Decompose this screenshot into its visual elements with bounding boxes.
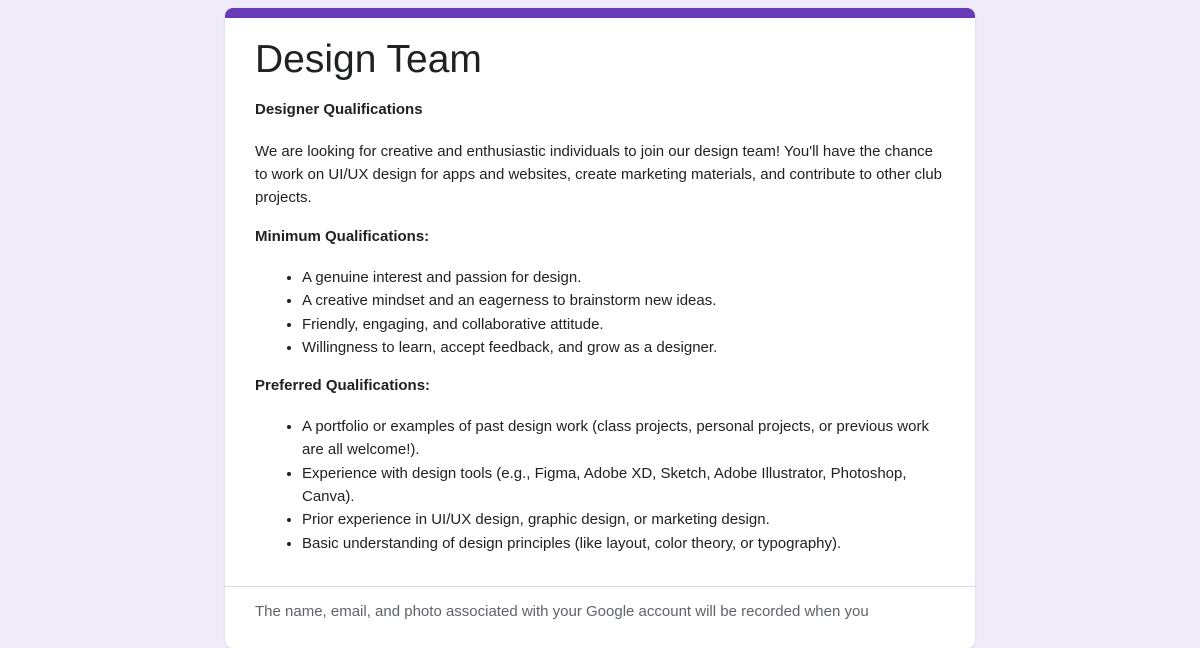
form-header-card — [225, 8, 975, 648]
list-item: • Willingness to learn, accept feedback, and grow as a designer. — [302, 336, 945, 359]
form-description — [255, 38, 945, 555]
preferred-qualifications-heading: Preferred Qualifications: — [255, 377, 431, 395]
list-item: • Basic understanding of design principles (like layout, color theory, or typography). — [302, 532, 945, 555]
form-accent-bar — [225, 8, 975, 18]
list-item: • Experience with design tools (e.g., Figma, Adobe XD, Sketch, Adobe Illustrator, Photoshop, Canva). — [302, 462, 945, 509]
list-item: • A genuine interest and passion for design. — [302, 266, 945, 289]
minimum-qualifications-heading: Minimum Qualifications: — [255, 228, 430, 245]
form-title: Design Team — [255, 38, 482, 81]
list-item: • A portfolio or examples of past design work (class projects, personal projects, or previous work are all welcome!). — [302, 415, 945, 462]
account-notice: The name, email, and photo associated with your Google account will be recorded when you — [255, 603, 869, 620]
list-item: • Friendly, engaging, and collaborative attitude. — [302, 313, 945, 336]
preferred-qualifications-list — [255, 415, 945, 555]
section-heading: Designer Qualifications — [255, 101, 423, 118]
list-item: • A creative mindset and an eagerness to brainstorm new ideas. — [302, 289, 945, 312]
intro-paragraph: We are looking for creative and enthusiastic individuals to join our design team! You'll have the chance to work on UI/UX design for apps and websites, create marketing materials, and contribute to other club projects. — [255, 143, 943, 206]
list-item: • Prior experience in UI/UX design, graphic design, or marketing design. — [302, 508, 945, 531]
minimum-qualifications-list — [255, 266, 945, 359]
divider — [225, 586, 975, 587]
